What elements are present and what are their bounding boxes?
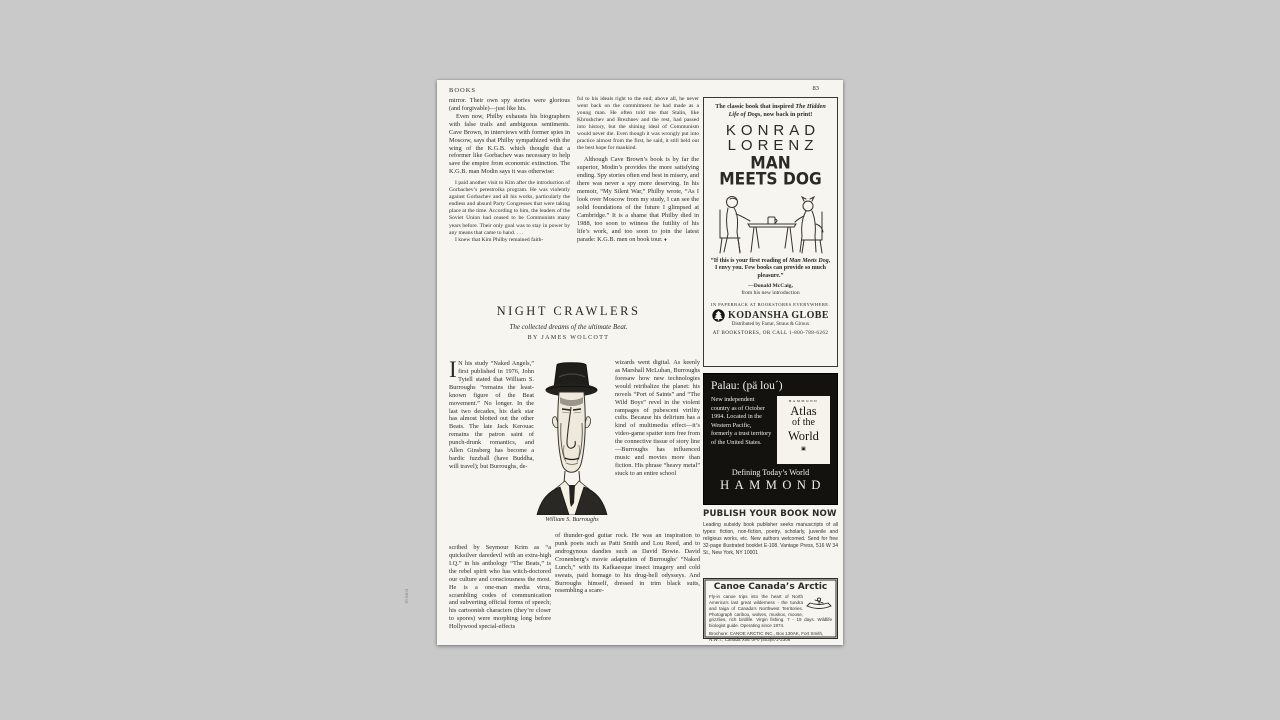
drop-cap: I <box>449 357 457 382</box>
ad-body-span: Fly-in canoe trips into the heart of North America’s last great wilderness - the tundra and taiga of Canada’s Northwest Territories. Photograph caribou, wolves, muskox, moose, grizzlies, rich birdlife. Virgin fishing. 7 - 19 days. Wildlife biologist guide. Operating since 1974. <box>709 594 832 629</box>
tagline-text: The classic book that inspired <box>715 103 796 110</box>
quote-text: “If this is your first reading of <box>710 257 790 264</box>
philby-quote-paragraph: ful to his ideals right to the end; above all, he never went back on the commitment he had made as a young man. He often told me that Stalin, like Khrushchev and Brezhnev and the rest, had passed into history, but the shining ideal of Communism would never die. Even though it was wrongly put into practice almost from the first, he said, it still held out the best hope for mankind. <box>577 96 699 152</box>
ad-man-meets-dog <box>703 97 838 367</box>
philby-closing-text: Although Cave Brown’s book is by far the superior, Modin’s provides the more satisfying ending. Spy stories often end best in misery, and there was never a spy more deserving. In his memoir, “My Silent War,” Philby wrote, “As I look over Moscow from my study, I can see the solid foundations of the future I glimpsed at Cambridge.” It is a shame that Philby died in 1988, too soon to witness the futility of his life’s work, and too soon to join the latest parade: K.G.B. men on book tour. <box>577 156 700 243</box>
feature-body-a: N his study “Naked Angels,” first published in 1976, John Tytell stated that William S. Burroughs “remains the least-known figure of the Beat movement.” No longer. In the last two decades, his dark star has almost blotted out the other Beats. The late Jack Kerouac remains the patron saint of punch-drunk romantics, and Allen Ginsberg has become a bardic fuzzball (have Buddha, will travel); but Burroughs, de- <box>449 360 534 470</box>
cover-title-line3: World <box>788 429 819 444</box>
article-end-mark: ♦ <box>664 237 667 243</box>
ad-body-text: Leading subsidy book publisher seeks manuscripts of all types: fiction, non-fiction, poetry, scholarly, juvenile and religious works, etc. New authors welcomed. Send for free 32-page illustrated booklet E-108. Vantage Press, 516 W 34 St., New York, NY 10001 <box>703 522 838 556</box>
ad-brand-name: HAMMOND <box>720 478 826 492</box>
feature-col-left-cont <box>449 544 551 631</box>
section-label: BOOKS <box>449 87 477 94</box>
philby-paragraph: mirror. Their own spy stories were glorious (and forgivable)—just like his. <box>449 97 570 112</box>
ad-body-text: New independent country as of October 1994. Located in the Western Pacific, formerly a trust territory of the United States. <box>711 396 772 446</box>
feature-body-b: scribed by Seymour Krim as “a quicksilver daredevil with an extra-high I.Q.” in his anthology “The Beats,” is the rebel spirit who has witch-doctored our culture and consciousness the most. He is a one-man media virus, scrambling codes of communication and subverting official forms of speech; his cartoonish characters (they’re closer to spores) were morphing long before Hollywood special-effects <box>449 544 551 631</box>
philby-quote-paragraph: I paid another visit to Kim after the introduction of Gorbachev’s perestroika program. He was violently against Gorbachev and all his works, particularly the endless and absurd Party Congresses that were taking place at the time. According to him, the leaders of the Soviet Union had ceased to be Communists many years before. Their only goal was to stay in power by any means that came to hand. . . . <box>449 180 570 236</box>
burroughs-portrait-illustration <box>535 361 609 515</box>
portrait-caption: William S. Burroughs <box>545 516 599 523</box>
philby-blockquote <box>449 180 570 243</box>
ad-headline: Canoe Canada’s Arctic <box>713 582 828 592</box>
feature-byline: BY JAMES WOLCOTT <box>527 335 610 341</box>
ad-author-name-line2: LORENZ <box>727 137 819 155</box>
attribution-detail: from his new introduction <box>741 289 800 296</box>
kodansha-tree-icon <box>712 309 725 322</box>
magazine-page <box>405 80 843 645</box>
feature-header <box>437 304 700 341</box>
feature-col-wide <box>555 532 700 595</box>
philby-blockquote-continued <box>577 96 699 152</box>
ad-canoe-arctic <box>703 578 838 642</box>
ad-brochure-line: Brochure: CANOE ARCTIC INC., Box 130AK, Fort Smith, N.W.T., Canada X0E 0P0 (403)872-2308 <box>709 631 824 642</box>
publisher-logo-row <box>710 309 831 322</box>
tagline-book-title: The Hidden Life of Dogs <box>728 103 826 118</box>
philby-article-col2 <box>577 96 699 244</box>
feature-subtitle: The collected dreams of the ultimate Beat. <box>509 323 628 331</box>
ad-paperback-line: IN PAPERBACK AT BOOKSTORES EVERYWHERE. <box>710 301 831 307</box>
tagline-text: , now back in print! <box>760 110 813 118</box>
cover-title-line2: of the <box>791 417 815 429</box>
canoe-icon <box>806 596 832 612</box>
ad-headline: PUBLISH YOUR BOOK NOW <box>703 509 837 519</box>
atlas-book-cover <box>777 396 830 464</box>
quote-book-title: Man Meets Dog <box>789 257 829 264</box>
ad-tagline <box>710 103 831 119</box>
quote-text: , I envy you. Few books can provide so much pleasure.” <box>714 257 831 280</box>
philby-paragraph: Even now, Philby exhausts his biographers with false trails and ambiguous sentiments. Cave Brown, in interviews with former spies in Moscow, says that Philby sympathized with the wing of the K.G.B. which thought that a reformer like Gorbachev was necessary to help save the empire from economic extinction. The K.G.B. man Modin says it was otherwise: <box>449 112 570 176</box>
ad-quote-attribution <box>710 283 831 297</box>
feature-col-left <box>449 357 534 471</box>
ad-slogan: Defining Today’s World <box>731 468 810 477</box>
ad-book-title-line2: MEETS DOG <box>719 169 822 189</box>
feature-body-d: of thunder-god guitar rock. He was an inspiration to punk poets such as Patti Smith and Lou Reed, and to androgynous dandies such as David Bowie. David Cronenberg’s movie adaptation of Burroughs’ “Naked Lunch,” with its Kafkaesque insect imagery and cold sweats, paid homage to his drug-hell odysseys. And Burroughs himself, dressed in trim black suits, resembling a scare- <box>555 532 700 595</box>
cover-logo-icon: ▣ <box>801 447 806 453</box>
ad-content-row <box>711 396 830 464</box>
cover-brand: HAMMOND <box>788 399 819 403</box>
ad-hammond-atlas <box>703 373 838 505</box>
philby-quote-paragraph: I knew that Kim Philby remained faith- <box>455 236 544 243</box>
ad-vantage-press <box>703 509 838 557</box>
philby-article-col1 <box>449 97 570 244</box>
ad-headline: Palau: (pä lou´) <box>711 380 783 392</box>
man-and-dog-illustration <box>710 190 831 256</box>
illustration-credit: RISKO <box>405 588 409 603</box>
distributor-line: Distributed by Farrar, Straus & Giroux <box>731 321 810 327</box>
ad-body-text <box>709 594 832 629</box>
burroughs-caricature <box>535 361 609 523</box>
feature-title: NIGHT CRAWLERS <box>496 304 641 318</box>
page-number: 83 <box>812 85 819 92</box>
cover-title-line1: Atlas <box>790 404 817 418</box>
feature-col-right <box>615 359 700 478</box>
philby-closing-paragraph <box>577 156 699 244</box>
ad-author-name-line1: KONRAD <box>725 121 821 139</box>
feature-body-c: wizards went digital. As keenly as Marshall McLuhan, Burroughs foresaw how new technologies would retribalize the planet: his novels “Port of Saints” and “The Wild Boys” revel in the violent rampages of pubescent virility cults. Because his delirium has a kind of multimedia effect—it’s video-game spatter torn free from the connective tissue of story line—Burroughs has influenced music and movies more than fiction. His phrase “heavy metal” stuck to an entire school <box>615 359 700 477</box>
ad-book-title-line1: MAN <box>750 153 791 173</box>
ad-phone-line: AT BOOKSTORES, OR CALL 1-800-788-6262 <box>712 329 829 336</box>
publisher-name: KODANSHA GLOBE <box>728 309 829 321</box>
attribution-name: —Donald McCaig, <box>748 282 793 289</box>
ad-review-quote <box>710 258 831 281</box>
